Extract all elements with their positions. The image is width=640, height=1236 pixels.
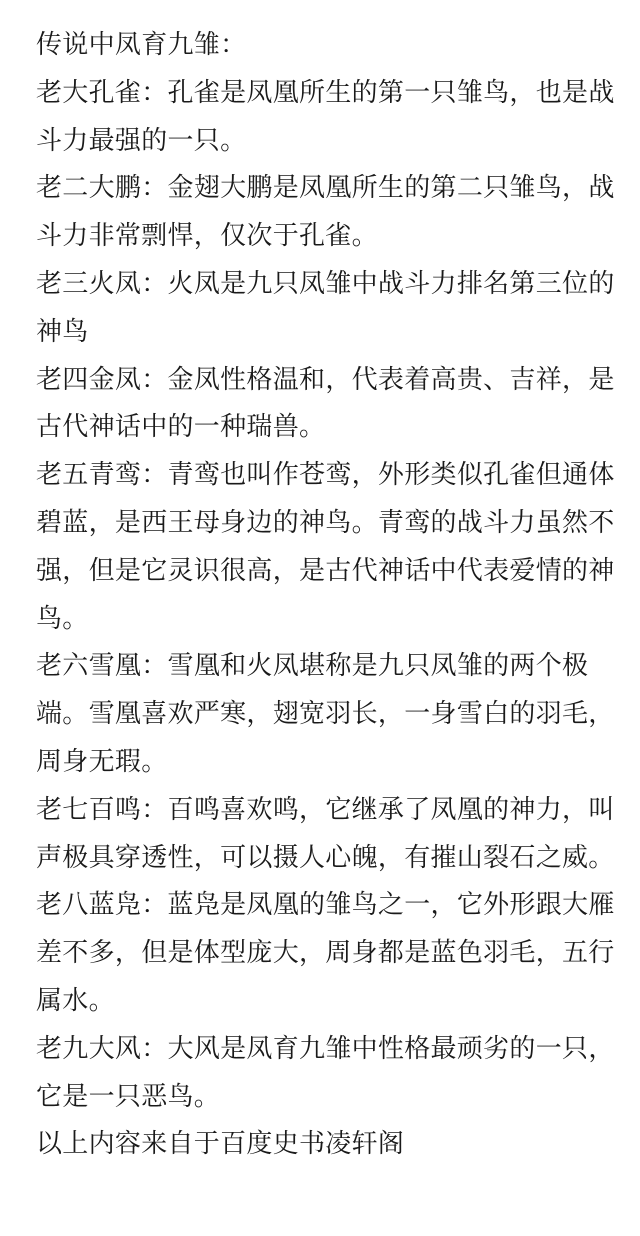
entry-separator: ： [141,794,168,825]
entry-text: 火凤是九只凤雏中战斗力排名第三位的神鸟 [36,268,615,347]
entry-4 [36,357,621,453]
entry-text: 蓝凫是凤凰的雏鸟之一，它外形跟大雁差不多，但是体型庞大，周身都是蓝色羽毛，五行属水。 [36,890,615,1016]
entry-6 [36,643,621,786]
entry-separator: ： [141,460,168,491]
document-title: 传说中凤育九雏： [36,30,247,60]
entry-separator: ： [141,173,168,204]
entry-label: 老二大鹏 [36,173,142,204]
entry-8 [36,882,621,1025]
entry-separator: ： [141,77,168,108]
entry-2 [36,165,621,261]
entry-separator: ： [141,890,168,921]
entry-label: 老六雪凰 [36,651,142,682]
entry-text: 百鸣喜欢鸣，它继承了凤凰的神力，叫声极具穿透性，可以摄人心魄，有摧山裂石之威。 [36,794,615,873]
entry-7 [36,787,621,883]
entry-5 [36,452,621,643]
entry-text: 金凤性格温和，代表着高贵、吉祥，是古代神话中的一种瑞兽。 [36,364,615,443]
entry-label: 老四金凤 [36,364,142,395]
entry-label: 老大孔雀 [36,77,142,108]
entry-9 [36,1026,621,1122]
entry-text: 大风是凤育九雏中性格最顽劣的一只，它是一只恶鸟。 [36,1033,615,1112]
entry-text: 孔雀是凤凰所生的第一只雏鸟，也是战斗力最强的一只。 [36,77,615,156]
entry-label: 老八蓝凫 [36,890,142,921]
entry-separator: ： [141,268,168,299]
document-body [36,22,621,1169]
entry-label: 老五青鸾 [36,460,142,491]
entry-text: 雪凰和火凤堪称是九只凤雏的两个极端。雪凰喜欢严寒，翅宽羽长，一身雪白的羽毛，周身无瑕。 [36,651,615,777]
entry-separator: ： [141,1033,168,1064]
entry-label: 老三火凤 [36,268,142,299]
entry-separator: ： [141,364,168,395]
entry-label: 老七百鸣 [36,794,142,825]
source-note: 以上内容来自于百度史书凌轩阁 [36,1129,405,1160]
entry-separator: ： [141,651,168,682]
entry-3 [36,261,621,357]
entry-text: 青鸾也叫作苍鸾，外形类似孔雀但通体碧蓝，是西王母身边的神鸟。青鸾的战斗力虽然不强，但是它灵识很高，是古代神话中代表爱情的神鸟。 [36,460,615,634]
entry-1 [36,70,621,166]
entry-label: 老九大风 [36,1033,142,1064]
entry-text: 金翅大鹏是凤凰所生的第二只雏鸟，战斗力非常剽悍，仅次于孔雀。 [36,173,615,252]
